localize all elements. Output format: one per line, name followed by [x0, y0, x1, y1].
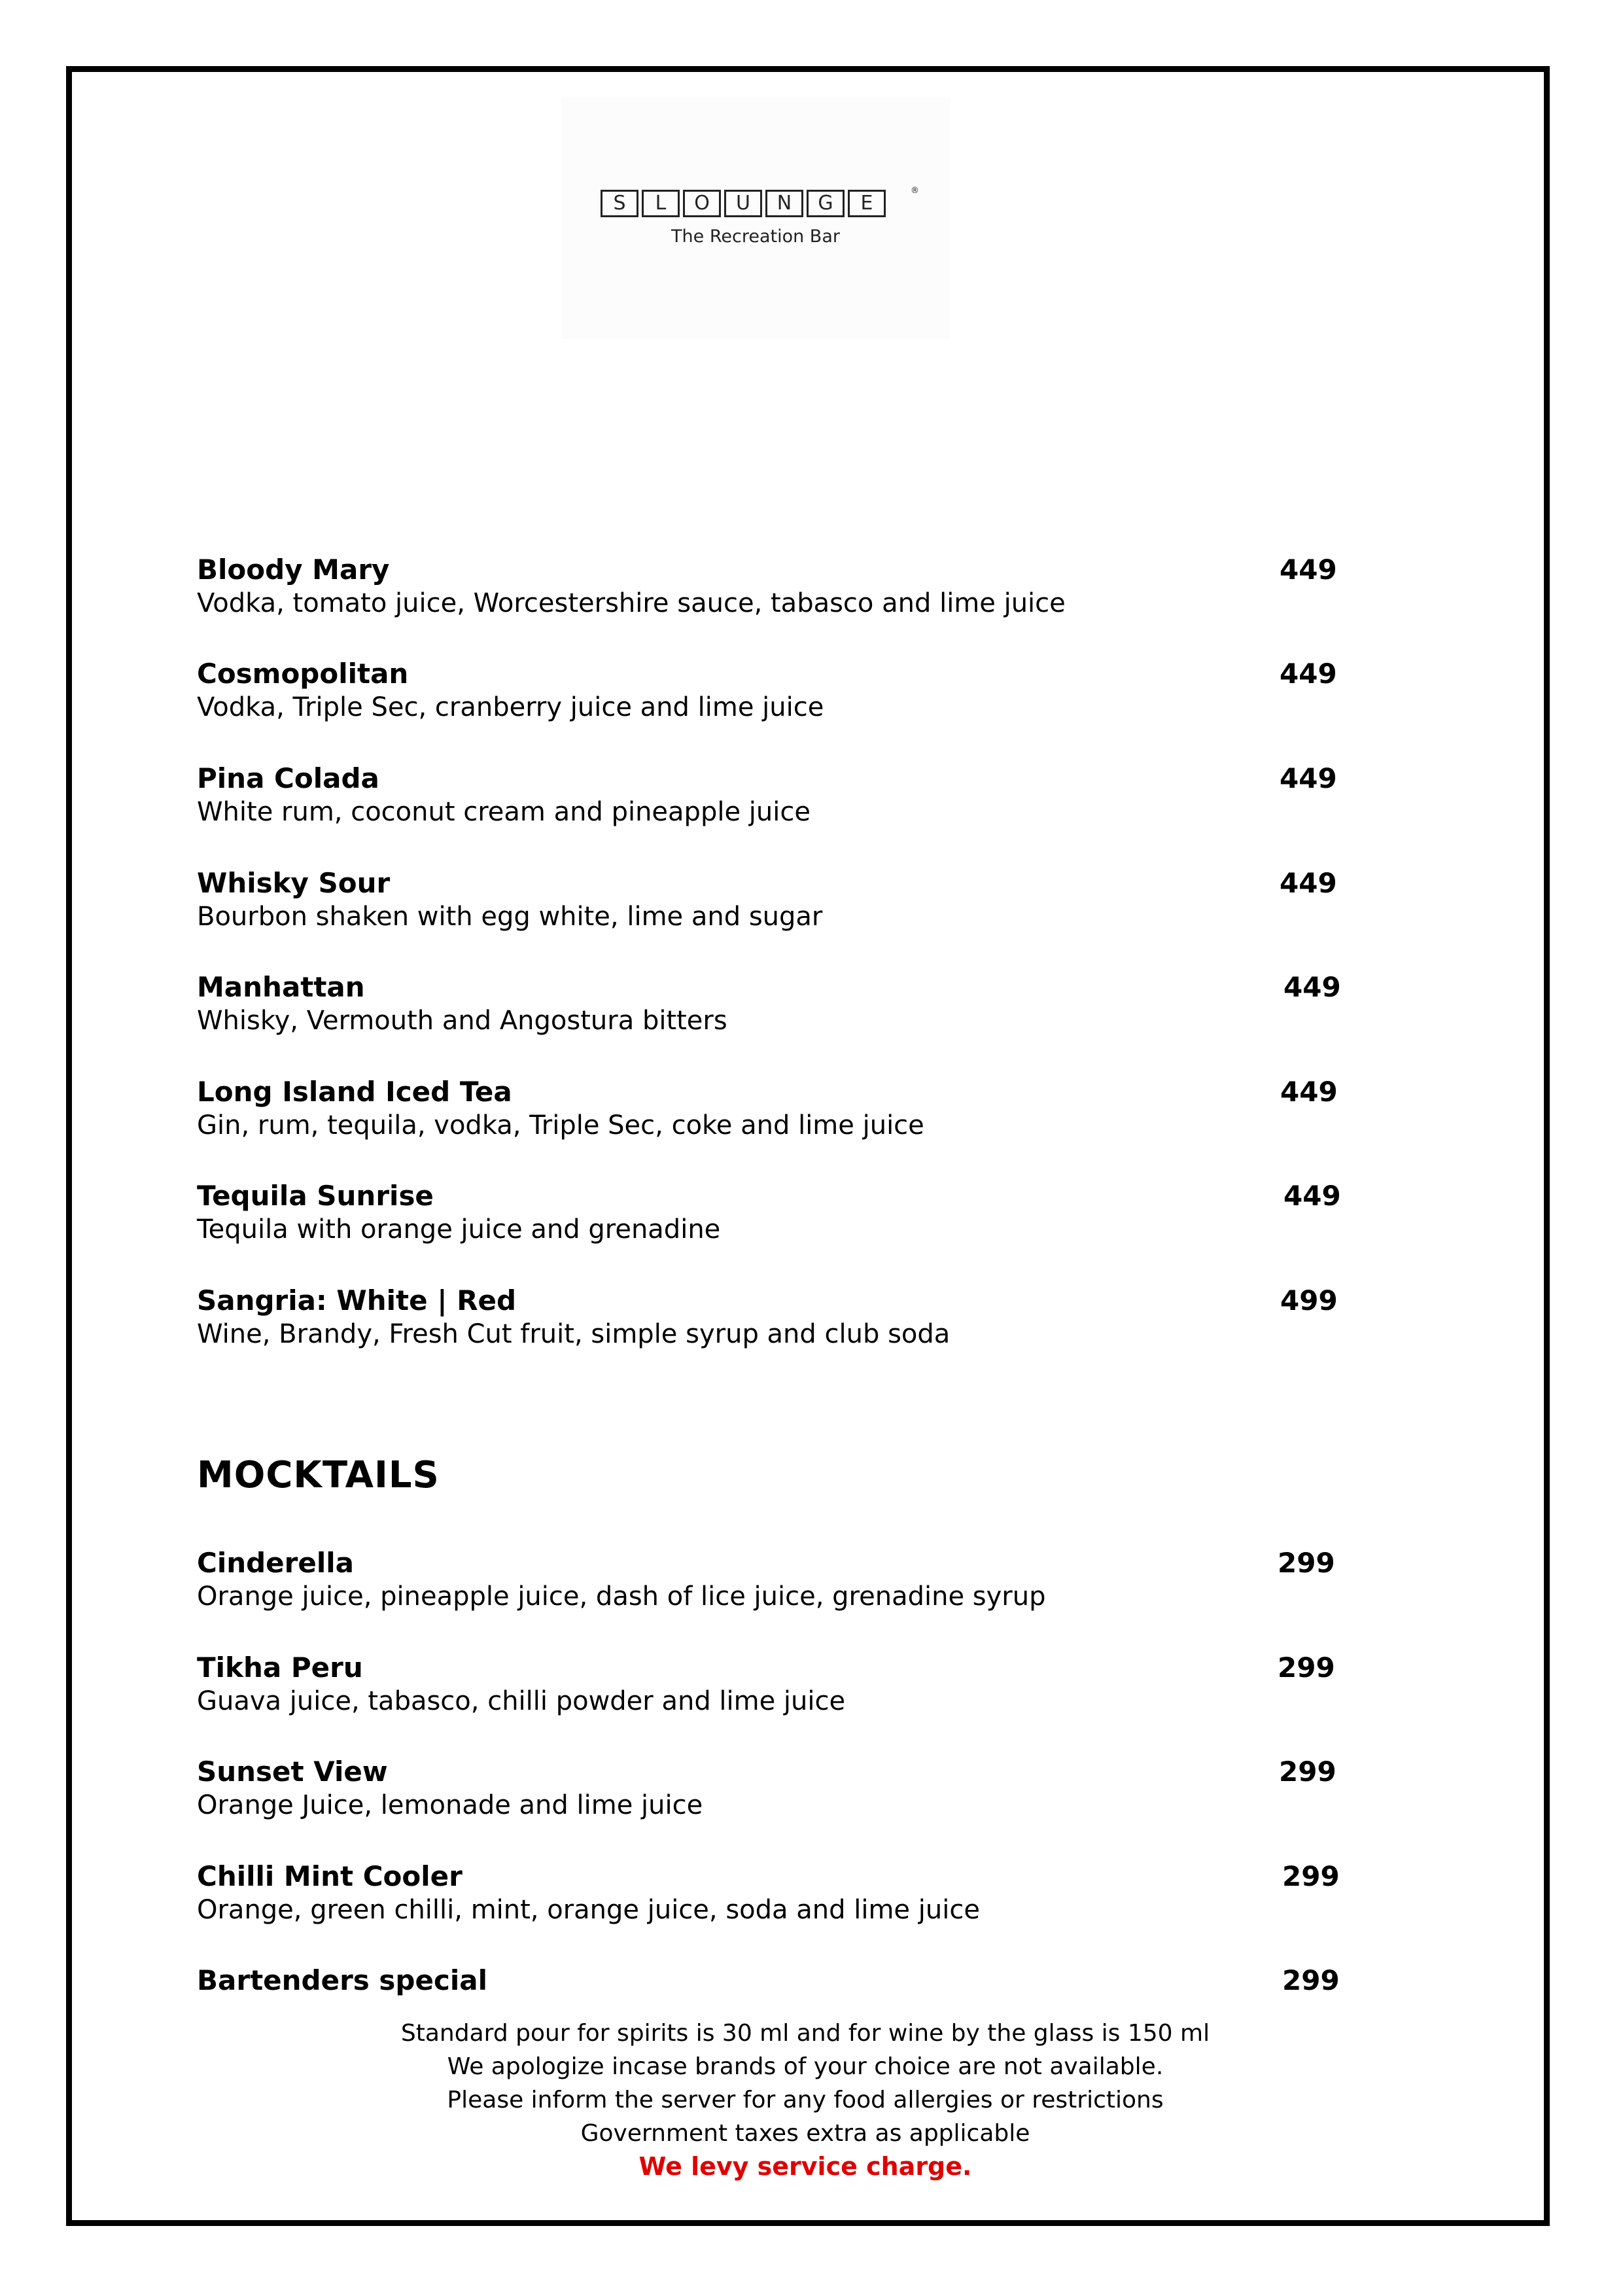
service-charge-note: We levy service charge. — [638, 2152, 972, 2181]
logo-tagline: The Recreation Bar — [671, 226, 840, 247]
item-price: 299 — [1279, 1756, 1336, 1788]
item-name: Cinderella — [197, 1547, 355, 1579]
mocktails-heading: MOCKTAILS — [197, 1454, 440, 1496]
item-description: White rum, coconut cream and pineapple juice — [197, 797, 811, 827]
item-name: Manhattan — [197, 971, 365, 1003]
item-description: Gin, rum, tequila, vodka, Triple Sec, coke and lime juice — [197, 1110, 924, 1140]
logo-letter: E — [848, 190, 886, 217]
item-price: 449 — [1280, 554, 1337, 586]
item-description: Whisky, Vermouth and Angostura bitters — [197, 1006, 727, 1036]
item-price: 449 — [1280, 1076, 1338, 1108]
logo-letter: O — [683, 190, 721, 217]
logo-letter: L — [642, 190, 680, 217]
footer-line: Please inform the server for any food allergies or restrictions — [447, 2087, 1164, 2113]
item-price: 299 — [1278, 1651, 1335, 1684]
footer-notes — [197, 2017, 1414, 2183]
item-name: Pina Colada — [197, 762, 379, 794]
item-description: Bourbon shaken with egg white, lime and sugar — [197, 902, 823, 932]
logo-letter: U — [724, 190, 762, 217]
item-name: Sunset View — [197, 1756, 388, 1788]
item-price: 299 — [1282, 1860, 1340, 1892]
item-description: Orange juice, pineapple juice, dash of lice juice, grenadine syrup — [197, 1581, 1046, 1612]
item-name: Sangria: White | Red — [197, 1284, 517, 1316]
item-description: Wine, Brandy, Fresh Cut fruit, simple syrup and club soda — [197, 1319, 951, 1349]
item-name: Tequila Sunrise — [197, 1180, 434, 1212]
logo-wordmark — [601, 190, 889, 217]
registered-mark: ® — [911, 186, 919, 196]
item-price: 299 — [1278, 1547, 1335, 1579]
item-price: 449 — [1283, 971, 1341, 1003]
item-price: 449 — [1283, 1180, 1341, 1212]
item-price: 449 — [1280, 762, 1337, 794]
footer-line: Standard pour for spirits is 30 ml and for wine by the glass is 150 ml — [400, 2020, 1210, 2047]
logo — [561, 97, 950, 339]
item-name: Chilli Mint Cooler — [197, 1860, 462, 1892]
item-name: Whisky Sour — [197, 867, 391, 899]
item-description: Orange Juice, lemonade and lime juice — [197, 1790, 703, 1820]
item-price: 499 — [1280, 1284, 1338, 1316]
item-description: Tequila with orange juice and grenadine — [197, 1214, 721, 1245]
item-description: Vodka, tomato juice, Worcestershire sauce, tabasco and lime juice — [197, 588, 1066, 618]
logo-letter: G — [807, 190, 845, 217]
item-description: Orange, green chilli, mint, orange juice, soda and lime juice — [197, 1895, 980, 1925]
item-name: Long Island Iced Tea — [197, 1076, 512, 1108]
item-name: Cosmopolitan — [197, 658, 409, 690]
item-description: Guava juice, tabasco, chilli powder and lime juice — [197, 1686, 846, 1716]
item-description: Vodka, Triple Sec, cranberry juice and lime juice — [197, 692, 824, 722]
logo-letter: N — [765, 190, 803, 217]
footer-line: We apologize incase brands of your choice are not available. — [447, 2053, 1164, 2080]
item-price: 299 — [1282, 1964, 1340, 1996]
item-name: Tikha Peru — [197, 1651, 363, 1684]
item-name: Bloody Mary — [197, 554, 390, 586]
item-name: Bartenders special — [197, 1964, 487, 1996]
logo-letter: S — [601, 190, 638, 217]
footer-line: Government taxes extra as applicable — [580, 2120, 1030, 2147]
item-price: 449 — [1280, 867, 1337, 899]
item-price: 449 — [1280, 658, 1337, 690]
